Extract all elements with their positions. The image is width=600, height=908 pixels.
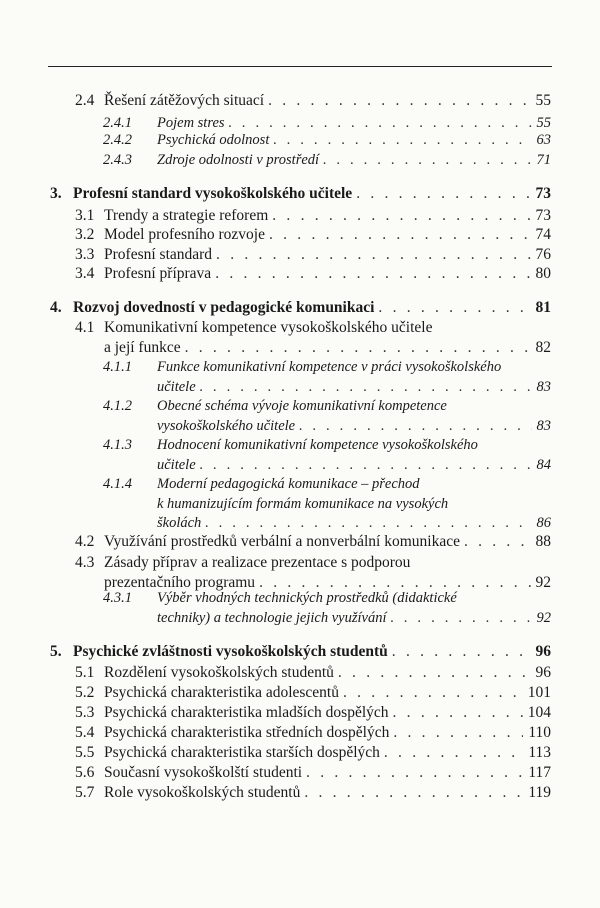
- toc-entry-page-number: 76: [535, 246, 551, 263]
- toc-entry-page-number: 81: [535, 299, 551, 316]
- toc-entry-page-number: 117: [528, 764, 551, 781]
- toc-entry-page-number: 74: [535, 226, 551, 243]
- dot-leader: [391, 609, 532, 628]
- toc-entry-page-number: 92: [535, 573, 551, 591]
- dot-leader: [273, 131, 531, 150]
- toc-entry-title-line: Funkce komunikativní kompetence v práci vysokoškolského: [157, 359, 502, 375]
- dot-leader: [272, 206, 530, 225]
- toc-entry-title-line: a její funkce: [104, 338, 181, 356]
- toc-entry-title-line: Psychická charakteristika středních dospělých: [104, 724, 390, 741]
- dot-leader: [393, 703, 523, 722]
- toc-entry-title-line: k humanizujícím formám komunikace na vysokých: [157, 495, 449, 512]
- toc-entry-page-number: 63: [536, 132, 551, 148]
- toc-entry[interactable]: [75, 91, 551, 110]
- dot-leader: [304, 783, 523, 802]
- toc-entry-number: 4.3: [75, 554, 95, 571]
- toc-entry[interactable]: [75, 723, 551, 742]
- toc-entry[interactable]: [103, 397, 551, 436]
- toc-entry-number: 4.1.4: [103, 476, 132, 492]
- toc-entry-page-number: 88: [535, 533, 551, 550]
- toc-entry-number: 3.2: [75, 226, 95, 243]
- toc-entry-number: 3.: [50, 185, 62, 202]
- dot-leader: [343, 683, 523, 702]
- toc-entry-title-line: Řešení zátěžových situací: [104, 92, 265, 109]
- toc-entry-page-number: 73: [535, 207, 551, 224]
- toc-entry[interactable]: [75, 318, 551, 357]
- toc-entry-page-number: 96: [535, 643, 551, 660]
- toc-entry-page-number: 86: [536, 515, 551, 531]
- toc-entry-number: 4.3.1: [103, 590, 132, 606]
- toc-entry-title-line: Pojem stres: [157, 115, 225, 131]
- toc-entry[interactable]: [50, 298, 551, 317]
- toc-entry-number: 5.3: [75, 704, 95, 721]
- dot-leader: [215, 264, 530, 283]
- toc-entry-number: 3.4: [75, 265, 95, 282]
- toc-entry-title-line: Obecné schéma vývoje komunikativní kompetence: [157, 398, 447, 414]
- toc-entry[interactable]: [103, 589, 551, 628]
- toc-entry[interactable]: [103, 475, 551, 533]
- dot-leader: [464, 532, 531, 551]
- toc-entry-title-line: Využívání prostředků verbální a nonverbální komunikace: [104, 533, 460, 550]
- toc-entry[interactable]: [75, 763, 551, 782]
- toc-entry-title-line: Rozvoj dovedností v pedagogické komunikaci: [73, 299, 375, 316]
- toc-entry-page-number: 92: [536, 609, 551, 626]
- toc-entry-title-line: Psychická charakteristika adolescentů: [104, 684, 339, 701]
- toc-entry-page-number: 73: [535, 185, 551, 202]
- toc-entry-title-line: Hodnocení komunikativní kompetence vysokoškolského: [157, 437, 478, 453]
- toc-entry-number: 5.: [50, 643, 62, 660]
- dot-leader: [200, 378, 532, 397]
- toc-entry[interactable]: [103, 358, 551, 397]
- toc-entry-title-line: Psychická odolnost: [157, 132, 270, 148]
- toc-entry-title-line: Výběr vhodných technických prostředků (didaktické: [157, 590, 457, 606]
- toc-entry-number: 5.6: [75, 764, 95, 781]
- dot-leader: [306, 763, 523, 782]
- toc-entry[interactable]: [75, 264, 551, 283]
- toc-entry-number: 4.1.3: [103, 437, 132, 453]
- toc-entry-page-number: 71: [536, 152, 551, 168]
- toc-entry[interactable]: [75, 225, 551, 244]
- toc-entry-title-line: školách: [157, 515, 202, 531]
- toc-entry[interactable]: [75, 206, 551, 225]
- dot-leader: [185, 338, 531, 357]
- toc-entry-number: 5.7: [75, 784, 95, 801]
- toc-entry-number: 2.4.1: [103, 115, 132, 131]
- toc-entry-page-number: 101: [527, 684, 551, 701]
- toc-entry-title-line: učitele: [157, 456, 196, 473]
- toc-entry[interactable]: [75, 703, 551, 722]
- toc-entry-page-number: 96: [535, 664, 551, 681]
- toc-entry-page-number: 82: [535, 338, 551, 356]
- toc-entry-number: 3.3: [75, 246, 95, 263]
- dot-leader: [268, 91, 530, 110]
- toc-entry-page-number: 80: [535, 265, 551, 282]
- toc-entry[interactable]: [103, 151, 551, 170]
- toc-entry-page-number: 84: [536, 456, 551, 473]
- toc-entry[interactable]: [103, 131, 551, 150]
- toc-entry-page-number: 119: [528, 784, 551, 801]
- dot-leader: [299, 417, 531, 436]
- toc-entry-number: 4.: [50, 299, 62, 316]
- toc-entry[interactable]: [75, 663, 551, 682]
- toc-entry[interactable]: [50, 184, 551, 203]
- toc-entry-title-line: vysokoškolského učitele: [157, 417, 296, 434]
- dot-leader: [338, 663, 531, 682]
- toc-entry-title-line: Profesní standard vysokoškolského učitele: [73, 185, 353, 202]
- toc-entry-title-line: Profesní příprava: [104, 265, 212, 282]
- toc-entry-number: 5.2: [75, 684, 95, 701]
- dot-leader: [205, 514, 531, 533]
- dot-leader: [378, 298, 530, 317]
- toc-entry-number: 2.4.2: [103, 132, 132, 148]
- toc-entry-number: 4.1: [75, 319, 95, 336]
- toc-entry-page-number: 113: [528, 744, 551, 761]
- toc-entry[interactable]: [50, 642, 551, 661]
- toc-entry-number: 5.4: [75, 724, 95, 741]
- toc-entry-title-line: Zdroje odolnosti v prostředí: [157, 152, 320, 168]
- dot-leader: [269, 225, 531, 244]
- toc-entry[interactable]: [75, 553, 551, 592]
- toc-entry-title-line: Moderní pedagogická komunikace – přechod: [157, 476, 420, 492]
- toc-entry[interactable]: [75, 245, 551, 264]
- dot-leader: [323, 151, 531, 170]
- toc-entry[interactable]: [75, 783, 551, 802]
- toc-entry-title-line: Psychická charakteristika starších dospělých: [104, 744, 380, 761]
- toc-entry-title-line: Psychická charakteristika mladších dospělých: [104, 704, 389, 721]
- toc-entry-title-line: Role vysokoškolských studentů: [104, 784, 301, 801]
- toc-entry-number: 4.1.1: [103, 359, 132, 375]
- toc-entry-page-number: 104: [527, 704, 551, 721]
- toc-entry-number: 5.5: [75, 744, 95, 761]
- dot-leader: [384, 743, 523, 762]
- toc-entry-number: 3.1: [75, 207, 95, 224]
- dot-leader: [216, 245, 530, 264]
- dot-leader: [393, 723, 523, 742]
- dot-leader: [392, 642, 531, 661]
- toc-entry-title-line: učitele: [157, 378, 196, 395]
- dot-leader: [200, 456, 532, 475]
- toc-entry-page-number: 55: [535, 92, 551, 109]
- toc-entry-title-line: prezentačního programu: [104, 573, 256, 591]
- toc-entry-title-line: Současní vysokoškolští studenti: [104, 764, 303, 781]
- toc-entry-number: 2.4: [75, 92, 95, 109]
- toc-entry-title-line: Komunikativní kompetence vysokoškolského učitele: [104, 319, 433, 336]
- toc-entry[interactable]: [75, 683, 551, 702]
- toc-entry[interactable]: [103, 436, 551, 475]
- toc-entry-number: 5.1: [75, 664, 95, 681]
- toc-entry-page-number: 83: [536, 417, 551, 434]
- toc-entry-title-line: Rozdělení vysokoškolských studentů: [104, 664, 334, 681]
- toc-entry-title-line: Profesní standard: [104, 246, 213, 263]
- toc-entry-title-line: Model profesního rozvoje: [104, 226, 265, 243]
- toc-entry-title-line: Psychické zvláštnosti vysokoškolských studentů: [73, 643, 388, 660]
- toc-entry-page-number: 55: [536, 115, 551, 131]
- toc-entry-page-number: 83: [536, 378, 551, 395]
- toc-entry-page-number: 110: [528, 724, 551, 741]
- toc-entry-number: 2.4.3: [103, 152, 132, 168]
- toc-entry[interactable]: [75, 743, 551, 762]
- toc-entry-title-line: techniky) a technologie jejich využívání: [157, 609, 387, 626]
- toc-entry[interactable]: [75, 532, 551, 551]
- toc-entry-title-line: Zásady příprav a realizace prezentace s podporou: [104, 554, 411, 571]
- toc-entry-title-line: Trendy a strategie reforem: [104, 207, 269, 224]
- toc-entry-number: 4.1.2: [103, 398, 132, 414]
- dot-leader: [356, 184, 530, 203]
- toc-entry-number: 4.2: [75, 533, 95, 550]
